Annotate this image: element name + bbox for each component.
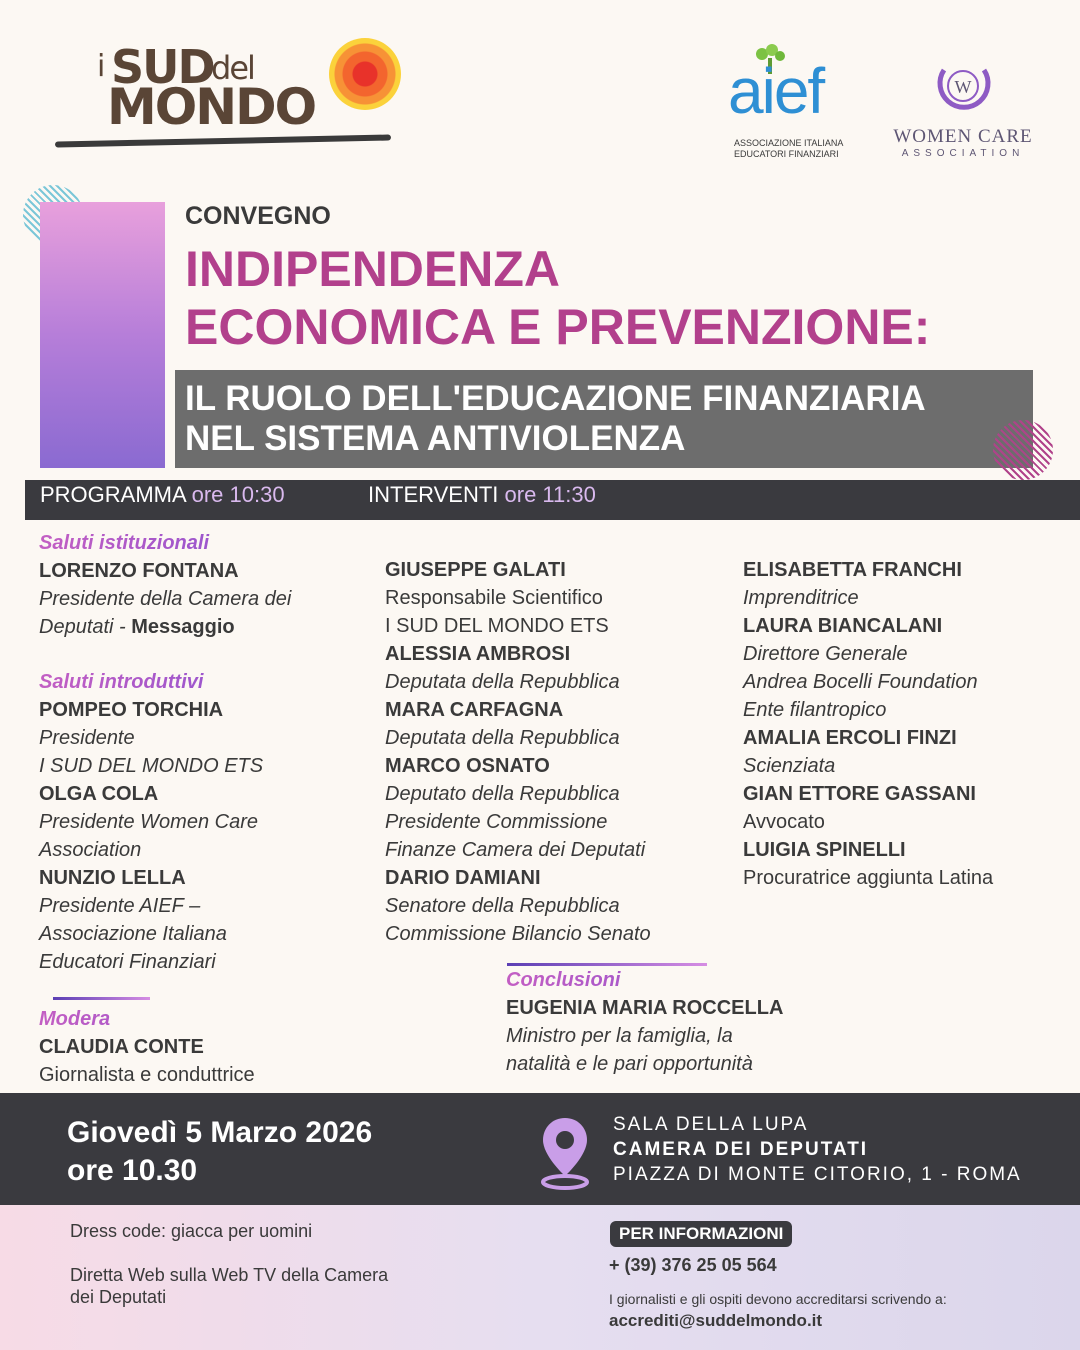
logo-text-mondo: MONDO <box>107 78 316 136</box>
dress-code: Dress code: giacca per uomini <box>70 1221 313 1241</box>
brush-stroke <box>55 134 391 147</box>
speaker-role: Andrea Bocelli Foundation <box>743 671 978 693</box>
subtitle-line-1: IL RUOLO DELL'EDUCAZIONE FINANZIARIA <box>185 379 926 418</box>
venue-street: PIAZZA DI MONTE CITORIO, 1 - ROMA <box>613 1164 1022 1185</box>
gradient-bar <box>40 202 165 468</box>
svg-text:W: W <box>954 77 972 97</box>
logo-text-sud: SUD <box>111 40 214 94</box>
title-line-2: ECONOMICA E PREVENZIONE: <box>185 299 931 355</box>
speaker-name: DARIO DAMIANI <box>385 867 541 889</box>
speaker-role: I SUD DEL MONDO ETS <box>385 615 609 637</box>
section-heading: Conclusioni <box>506 966 846 994</box>
speaker-name: ALESSIA AMBROSI <box>385 643 571 665</box>
program-time: ore 10:30 <box>191 482 285 507</box>
speaker-role: Presidente Women Care <box>39 811 258 833</box>
accreditation-note: I giornalisti e gli ospiti devono accreditarsi scrivendo a: <box>609 1291 947 1307</box>
speaker-role: Direttore Generale <box>743 643 908 665</box>
event-date: Giovedì 5 Marzo 2026 <box>67 1116 373 1149</box>
speaker-role <box>39 613 359 641</box>
i-sud-del-mondo-logo <box>55 38 405 153</box>
speaker-role: Responsabile Scientifico <box>385 587 603 609</box>
program-label-text: PROGRAMMA <box>40 482 186 507</box>
web-stream-note: Diretta Web sulla Web TV della Camera <box>70 1265 389 1285</box>
speaker-role: Associazione Italiana <box>39 923 227 945</box>
speaker-name: AMALIA ERCOLI FINZI <box>743 727 957 749</box>
speaker-role: Imprenditrice <box>743 587 859 609</box>
aief-wordmark: aief <box>728 55 824 127</box>
aief-sub-line: ASSOCIAZIONE ITALIANA <box>734 138 844 148</box>
speaker-role: Senatore della Repubblica <box>385 895 620 917</box>
speaker-name: MARCO OSNATO <box>385 755 550 777</box>
speaker-role: Finanze Camera dei Deputati <box>385 839 646 861</box>
speaker-name: GIAN ETTORE GASSANI <box>743 783 976 805</box>
speaker-name: MARA CARFAGNA <box>385 699 564 721</box>
speaker-role: Avvocato <box>743 811 825 833</box>
speaker-role: Presidente della Camera dei <box>39 588 292 610</box>
speaker-role: I SUD DEL MONDO ETS <box>39 755 264 777</box>
speaker-role: Deputata della Repubblica <box>385 727 620 749</box>
speaker-role: Ente filantropico <box>743 699 887 721</box>
speaker-role: Procuratrice aggiunta Latina <box>743 867 994 889</box>
logo-text-i: i <box>97 49 104 84</box>
conclusions-block <box>506 966 846 1078</box>
section-heading: Saluti istituzionali <box>39 529 359 557</box>
speaker-role-text: Deputati - <box>39 616 132 638</box>
speaker-name: POMPEO TORCHIA <box>39 699 224 721</box>
speaker-name: CLAUDIA CONTE <box>39 1036 204 1058</box>
message-label: Messaggio <box>131 616 235 638</box>
venue-address <box>613 1112 1022 1187</box>
speaker-name: GIUSEPPE GALATI <box>385 559 566 581</box>
women-care-logo <box>888 58 1038 168</box>
sun-icon <box>329 38 401 110</box>
speaker-role: Scienziata <box>743 755 836 777</box>
decorative-line <box>53 997 150 1000</box>
decorative-striped-circle <box>993 420 1053 480</box>
speaker-role: Educatori Finanziari <box>39 951 216 973</box>
wca-title: WOMEN CARE <box>893 126 1033 147</box>
interventi-label <box>368 482 596 508</box>
interventi-label-text: INTERVENTI <box>368 482 499 507</box>
w-emblem-icon <box>934 58 992 116</box>
speaker-role: Presidente Commissione <box>385 811 608 833</box>
speaker-name: OLGA COLA <box>39 783 159 805</box>
speaker-role: natalità e le pari opportunità <box>506 1053 753 1075</box>
info-badge: PER INFORMAZIONI <box>610 1221 792 1247</box>
aief-subtitle <box>734 138 843 160</box>
speaker-name: LUIGIA SPINELLI <box>743 839 906 861</box>
column-2 <box>385 556 725 948</box>
speaker-name: NUNZIO LELLA <box>39 867 186 889</box>
footer-notes <box>70 1220 388 1308</box>
aief-logo <box>728 44 858 164</box>
speaker-role: Deputata della Repubblica <box>385 671 620 693</box>
speaker-name: ELISABETTA FRANCHI <box>743 559 962 581</box>
speaker-name: LORENZO FONTANA <box>39 560 239 582</box>
speaker-role: Presidente AIEF – <box>39 895 201 917</box>
phone-number[interactable]: + (39) 376 25 05 564 <box>609 1255 777 1275</box>
speaker-role: Presidente <box>39 727 135 749</box>
event-date-time <box>67 1114 372 1190</box>
wca-subtitle: ASSOCIATION <box>901 148 1025 159</box>
logo-text-del: del <box>211 49 254 87</box>
page-subtitle <box>185 379 926 459</box>
section-heading: Saluti introduttivi <box>39 668 359 696</box>
moderator-block <box>39 1005 359 1089</box>
column-1 <box>39 529 359 976</box>
speaker-name: LAURA BIANCALANI <box>743 615 943 637</box>
program-label <box>40 482 285 508</box>
section-heading: Modera <box>39 1005 359 1033</box>
speaker-role: Association <box>39 839 142 861</box>
speaker-role: Deputato della Repubblica <box>385 783 620 805</box>
aief-sub-line: EDUCATORI FINANZIARI <box>734 149 839 159</box>
venue-room: SALA DELLA LUPA <box>613 1114 809 1135</box>
speaker-role: Giornalista e conduttrice <box>39 1064 255 1086</box>
subtitle-line-2: NEL SISTEMA ANTIVIOLENZA <box>185 419 686 458</box>
interventi-time: ore 11:30 <box>504 482 596 507</box>
event-kicker: CONVEGNO <box>185 202 331 230</box>
event-time: ore 10.30 <box>67 1154 198 1187</box>
speaker-role: Ministro per la famiglia, la <box>506 1025 733 1047</box>
web-stream-note: dei Deputati <box>70 1287 167 1307</box>
email-link[interactable]: accrediti@suddelmondo.it <box>609 1311 823 1330</box>
speaker-name: EUGENIA MARIA ROCCELLA <box>506 997 784 1019</box>
page-title <box>185 240 930 356</box>
title-line-1: INDIPENDENZA <box>185 241 561 297</box>
venue-name: CAMERA DEI DEPUTATI <box>613 1139 869 1160</box>
speaker-role: Commissione Bilancio Senato <box>385 923 651 945</box>
location-pin-icon <box>540 1116 590 1190</box>
column-3 <box>743 556 1073 892</box>
